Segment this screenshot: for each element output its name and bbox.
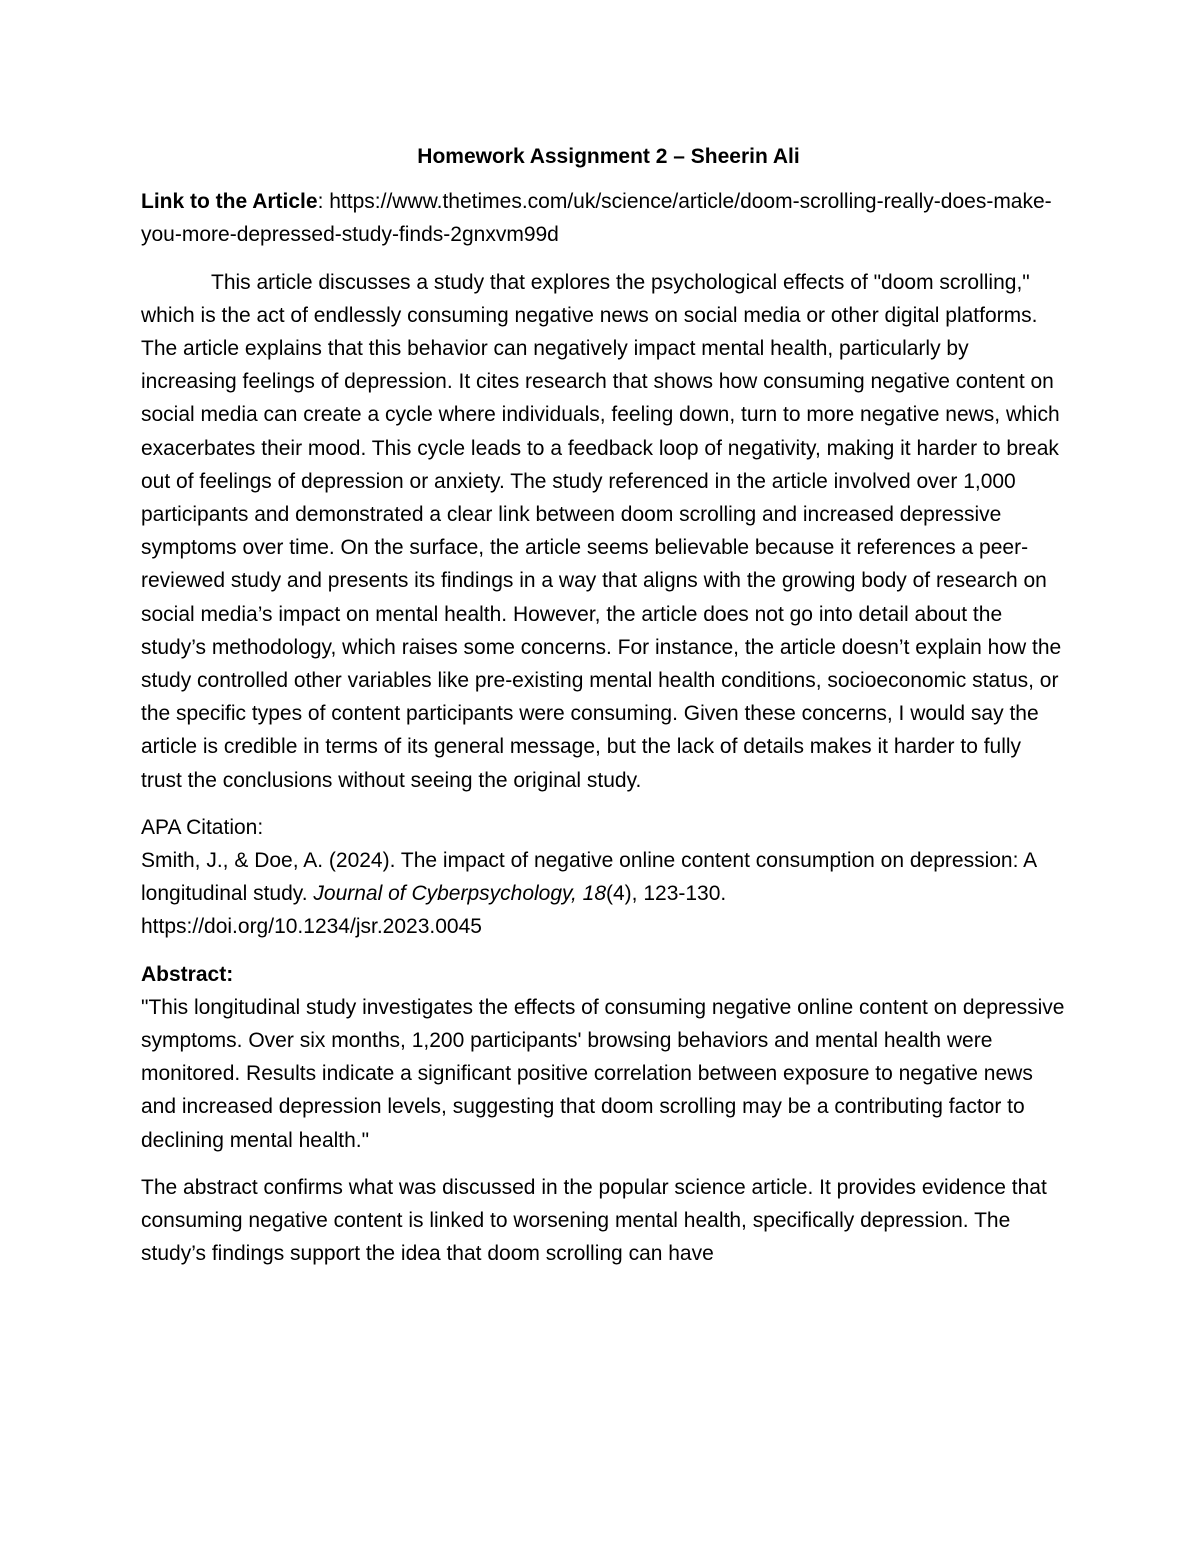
article-link-line — [141, 185, 1066, 251]
citation-authors-title: Smith, J., & Doe, A. (2024). The impact of negative online content consumption on depression: A longitudinal study. — [141, 849, 1036, 906]
body-paragraph: This article discusses a study that explores the psychological effects of "doom scrolling," which is the act of endlessly consuming negative news on social media or other digital platforms. The article explains that this behavior can negatively impact mental health, particularly by increasing feelings of depression. It cites research that shows how consuming negative content on social media can create a cycle where individuals, feeling down, turn to more negative news, which exacerbates their mood. This cycle leads to a feedback loop of negativity, making it harder to break out of feelings of depression or anxiety. The study referenced in the article involved over 1,000 participants and demonstrated a clear link between doom scrolling and increased depressive symptoms over time. On the surface, the article seems believable because it references a peer-reviewed study and presents its findings in a way that aligns with the growing body of research on social media’s impact on mental health. However, the article does not go into detail about the study’s methodology, which raises some concerns. For instance, the article doesn’t explain how the study controlled other variables like pre-existing mental health conditions, socioeconomic status, or the specific types of content participants were consuming. Given these concerns, I would say the article is credible in terms of its general message, but the lack of details makes it harder to fully trust the conclusions without seeing the original study. — [141, 270, 1062, 792]
article-url[interactable]: https://www.thetimes.com/uk/science/article/doom-scrolling-really-does-make-you-more-depressed-study-finds-2gnxvm99d — [141, 190, 1052, 247]
apa-citation-text — [141, 844, 1066, 944]
link-label: Link to the Article — [141, 190, 318, 214]
abstract-text: "This longitudinal study investigates the effects of consuming negative online content on depressive symptoms. Over six months, 1,200 participants' browsing behaviors and mental health were monitored. Results indicate a significant positive correlation between exposure to negative news and increased depression levels, suggesting that doom scrolling may be a contributing factor to declining mental health." — [141, 995, 1065, 1152]
citation-doi[interactable]: https://doi.org/10.1234/jsr.2023.0045 — [141, 915, 482, 939]
abstract-heading: Abstract: — [141, 962, 234, 986]
apa-citation-block — [141, 811, 1066, 944]
link-separator: : — [317, 190, 330, 214]
closing-paragraph: The abstract confirms what was discussed in the popular science article. It provides evidence that consuming negative content is linked to worsening mental health, specifically depression. The study’s findings support the idea that doom scrolling can have — [141, 1175, 1047, 1266]
abstract-block — [141, 958, 1066, 1157]
citation-issue-pages: (4), 123-130. — [606, 882, 727, 906]
apa-citation-label: APA Citation: — [141, 815, 264, 839]
document-title: Homework Assignment 2 – Sheerin Ali — [417, 145, 800, 168]
citation-journal: Journal of Cyberpsychology, 18 — [313, 882, 606, 906]
document-content — [141, 136, 1066, 1271]
